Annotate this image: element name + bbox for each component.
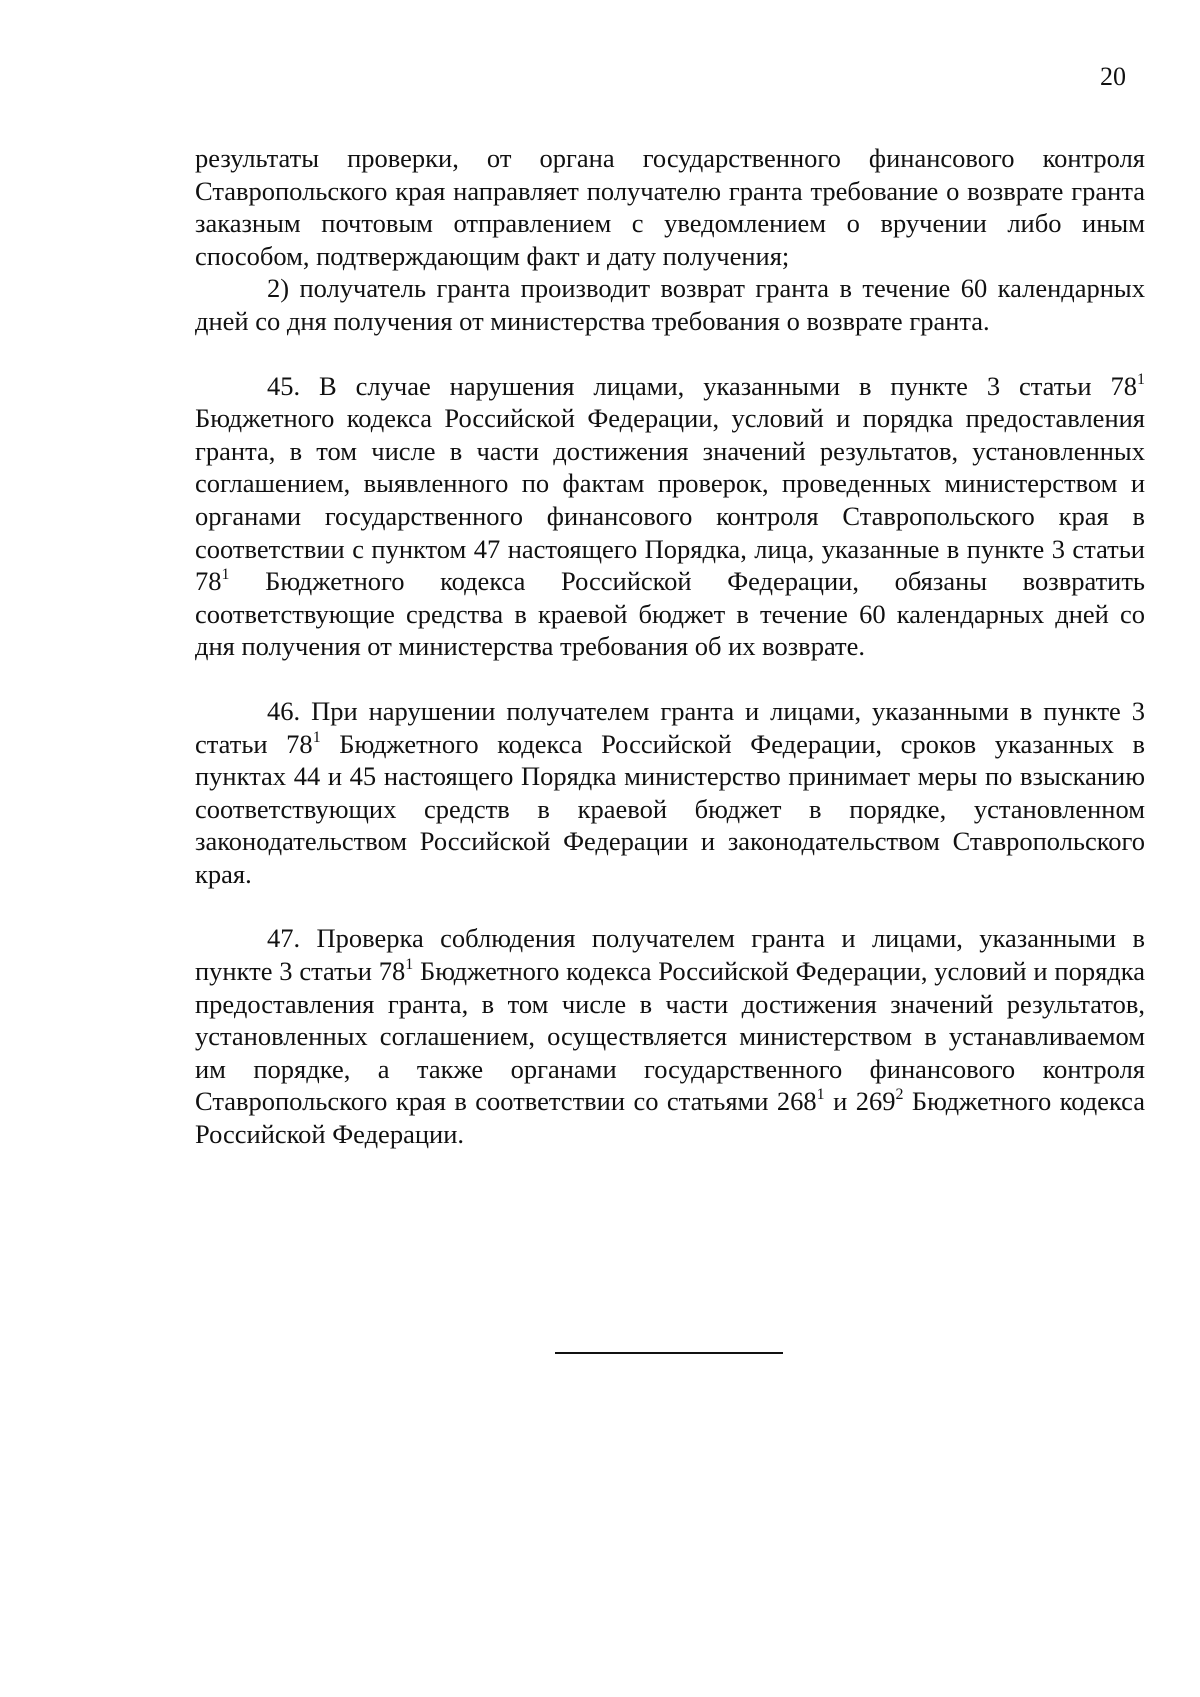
- end-of-document-line: [555, 1352, 783, 1354]
- clause-47-text-b: Бюджетного кодекса Российской Федерации, условий и порядка предоставления гранта, в том числе в части достижения значений результатов, установленных соглашением, осуществляется министерством в устанавливаемом им порядке, а также органами государственного финансового контроля Ставропольского края в соответствии со статьями 268: [195, 956, 1145, 1117]
- superscript: 1: [1137, 370, 1145, 388]
- paragraph-continuation: результаты проверки, от органа государственного финансового контроля Ставропольского края направляет получателю гранта требование о возврате гранта заказным почтовым отправлением с уведомлением о вручении либо иным способом, подтверждающим факт и дату получения;: [195, 143, 1145, 271]
- clause-47-text-d: Бюджетного кодекса Российской Федерации.: [195, 1086, 1146, 1150]
- page-number: 20: [1100, 62, 1126, 91]
- subitem-2: 2) получатель гранта производит возврат гранта в течение 60 календарных дней со дня получения от министерства требования о возврате гранта.: [195, 273, 1145, 336]
- clause-45-text-b: Бюджетного кодекса Российской Федерации, условий и порядка предоставления гранта, в том числе в части достижения значений результатов, установленных соглашением, выявленного по фактам проверок, проведенных министерством и органами государственного финансового контроля Ставропольского края в соответствии с пунктом 47 настоящего Порядка, лица, указанные в пункте 3 статьи 78: [195, 403, 1145, 597]
- clause-47: [195, 922, 1145, 1150]
- superscript: 2: [895, 1086, 904, 1104]
- clause-46: [195, 695, 1145, 891]
- paragraph-gap: [195, 890, 1145, 922]
- clause-46-text-b: Бюджетного кодекса Российской Федерации, сроков указанных в пунктах 44 и 45 настоящего Порядка министерство принимает меры по взысканию соответствующих средств в краевой бюджет в порядке, установленном законодательством Российской Федерации и законодательством Ставропольского края.: [195, 728, 1146, 889]
- superscript: 1: [221, 566, 230, 584]
- paragraph-gap: [195, 338, 1145, 370]
- clause-47-text-a: 47. Проверка соблюдения получателем гранта и лицами, указанными в пункте 3 статьи 78: [195, 923, 1145, 987]
- superscript: 1: [405, 956, 414, 974]
- clause-47-text-c: и 269: [824, 1086, 896, 1117]
- clause-45-text-c: Бюджетного кодекса Российской Федерации, обязаны возвратить соответствующие средства в краевой бюджет в течение 60 календарных дней со дня получения от министерства требования об их возврате.: [195, 566, 1145, 662]
- superscript: 1: [816, 1086, 825, 1104]
- paragraph-gap: [195, 663, 1145, 695]
- clause-45-text-a: 45. В случае нарушения лицами, указанными в пункте 3 статьи 78: [267, 370, 1137, 401]
- document-body: [195, 142, 1145, 1151]
- clause-45: [195, 370, 1145, 663]
- superscript: 1: [312, 728, 321, 746]
- clause-46-text-a: 46. При нарушении получателем гранта и лицами, указанными в пункте 3 статьи 78: [195, 695, 1145, 759]
